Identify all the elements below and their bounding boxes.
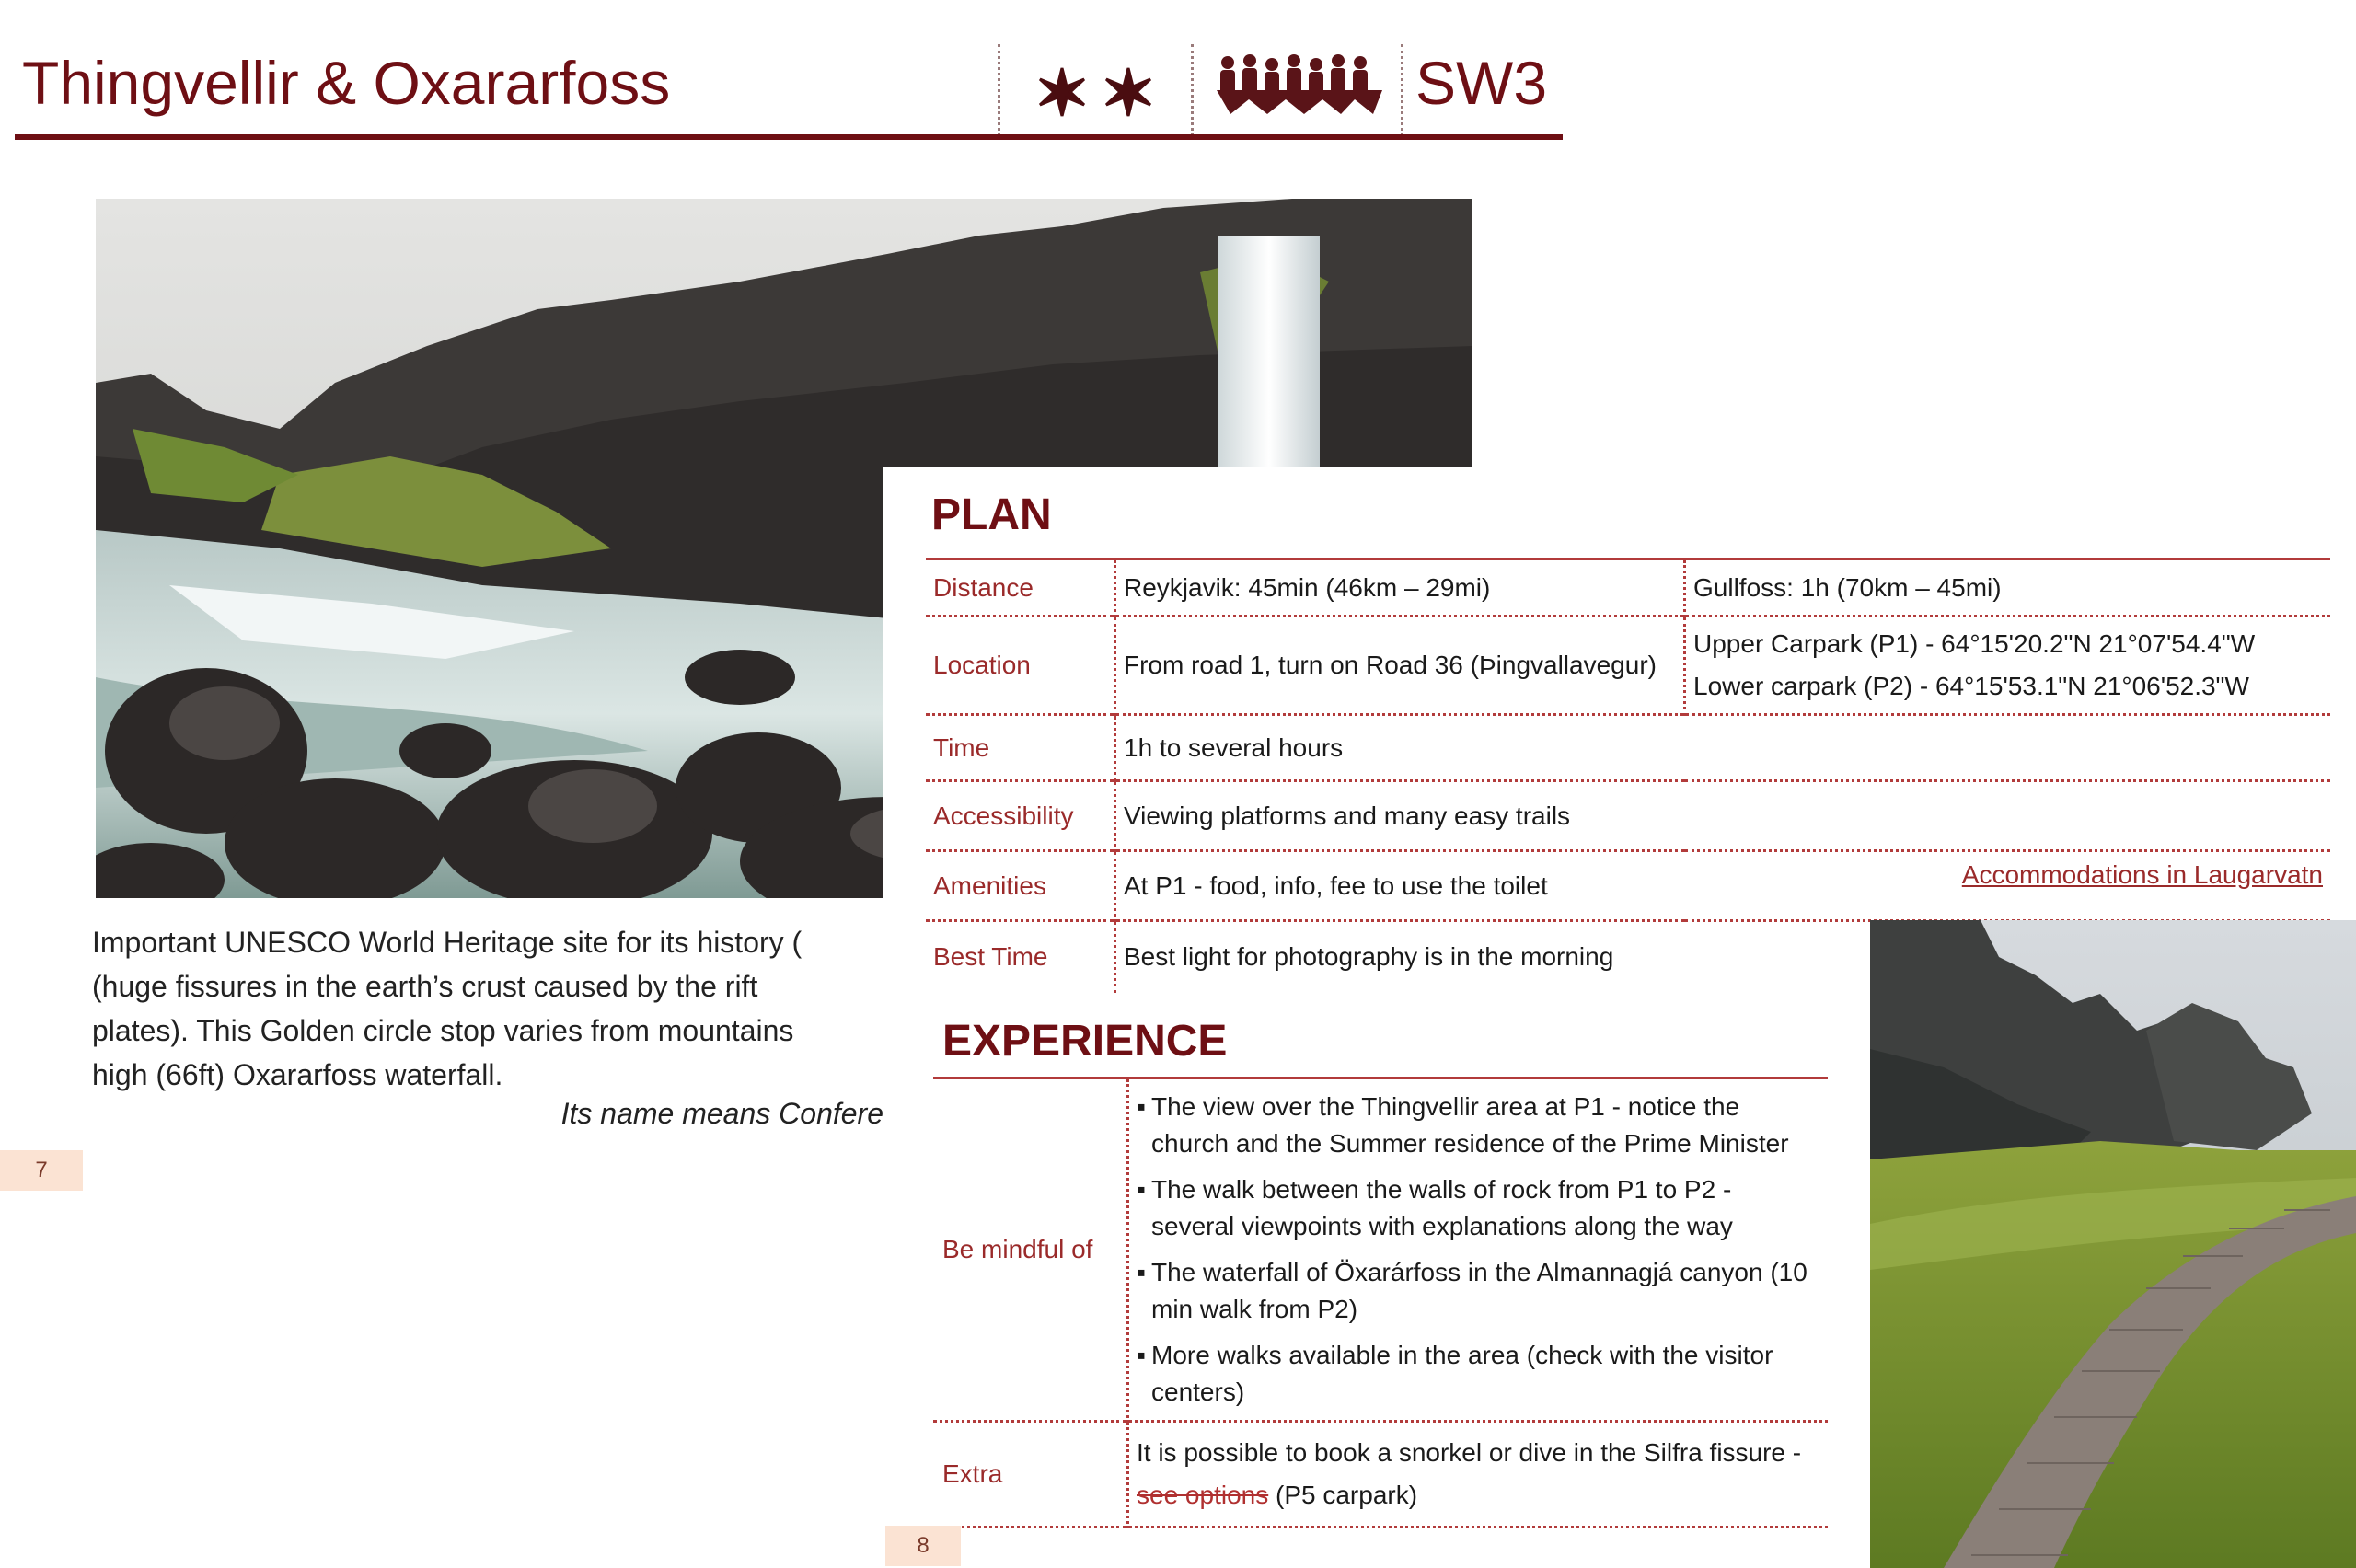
description-line: high (66ft) Oxararfoss waterfall. xyxy=(92,1058,503,1091)
row-value: Reykjavik: 45min (46km – 29mi) xyxy=(1115,559,1685,617)
plan-heading: PLAN xyxy=(931,490,1052,539)
list-item: ▪ The view over the Thingvellir area at P1 - notice the church and the Summer residence of the Prime Minister xyxy=(1137,1089,1820,1162)
row-label: Location xyxy=(926,617,1115,715)
page-title: Thingvellir & Oxararfoss xyxy=(22,49,671,117)
page-number: 7 xyxy=(0,1150,83,1191)
extra-text: It is possible to book a snorkel or dive in the Silfra fissure - xyxy=(1137,1438,1802,1467)
table-row xyxy=(926,559,2330,617)
row-label: Be mindful of xyxy=(933,1078,1128,1422)
row-value: Viewing platforms and many easy trails xyxy=(1124,801,1571,830)
row-label: Distance xyxy=(926,559,1115,617)
description-line: plates). This Golden circle stop varies from mountains xyxy=(92,1014,794,1047)
row-label: Best Time xyxy=(926,921,1115,993)
accommodations-link[interactable]: Accommodations in Laugarvatn xyxy=(1961,859,2323,889)
row-label: Amenities xyxy=(926,851,1115,921)
header-divider xyxy=(1191,44,1194,136)
mindful-list xyxy=(1137,1089,1820,1411)
row-value-secondary: Gullfoss: 1h (70km – 45mi) xyxy=(1693,572,2002,602)
row-value xyxy=(1128,1422,1829,1528)
table-row xyxy=(933,1422,1828,1528)
experience-heading: EXPERIENCE xyxy=(942,1017,1228,1066)
page-number: 8 xyxy=(885,1526,961,1566)
row-label: Time xyxy=(926,715,1115,781)
upper-carpark-coords: Upper Carpark (P1) - 64°15'20.2"N 21°07'54.4"W xyxy=(1693,629,2256,658)
header-divider xyxy=(998,44,1000,136)
two-star-rating-icon xyxy=(1029,52,1167,134)
site-description xyxy=(92,920,902,1097)
list-item: ▪ The walk between the walls of rock from P1 to P2 - several viewpoints with explanations along the way xyxy=(1137,1171,1820,1245)
table-row xyxy=(926,781,2330,851)
table-row xyxy=(933,1078,1828,1422)
name-meaning-quote: Its name means Confere xyxy=(560,1097,884,1130)
row-value xyxy=(1128,1078,1829,1422)
route-code: SW3 xyxy=(1415,49,1548,117)
row-value: From road 1, turn on Road 36 (Þingvallavegur) xyxy=(1115,617,1685,715)
description-line: (huge fissures in the earth’s crust caused by the rift xyxy=(92,970,758,1003)
header-divider xyxy=(1401,44,1403,136)
row-label: Accessibility xyxy=(926,781,1115,851)
list-item: ▪ More walks available in the area (check with the visitor centers) xyxy=(1137,1337,1820,1411)
lower-carpark-coords: Lower carpark (P2) - 64°15'53.1"N 21°06'52.3"W xyxy=(1693,672,2249,700)
crowd-level-icon xyxy=(1217,53,1382,118)
row-value: 1h to several hours xyxy=(1124,732,1344,762)
table-row xyxy=(926,715,2330,781)
extra-tail: (P5 carpark) xyxy=(1276,1481,1418,1509)
boardwalk-photo xyxy=(1870,920,2356,1568)
row-value xyxy=(1115,851,2331,921)
table-row xyxy=(926,617,2330,715)
title-underline xyxy=(15,134,1563,140)
amenities-text: At P1 - food, info, fee to use the toilet xyxy=(1124,870,1548,900)
row-value-secondary xyxy=(1685,617,2331,715)
list-item: ▪ The waterfall of Öxarárfoss in the Almannagjá canyon (10 min walk from P2) xyxy=(1137,1254,1820,1328)
row-label: Extra xyxy=(933,1422,1128,1528)
experience-table xyxy=(933,1077,1828,1528)
see-options-link[interactable]: see options xyxy=(1137,1481,1269,1509)
description-line: Important UNESCO World Heritage site for its history ( xyxy=(92,926,803,959)
table-row xyxy=(926,851,2330,921)
row-value: Best light for photography is in the morning xyxy=(1124,942,1614,972)
